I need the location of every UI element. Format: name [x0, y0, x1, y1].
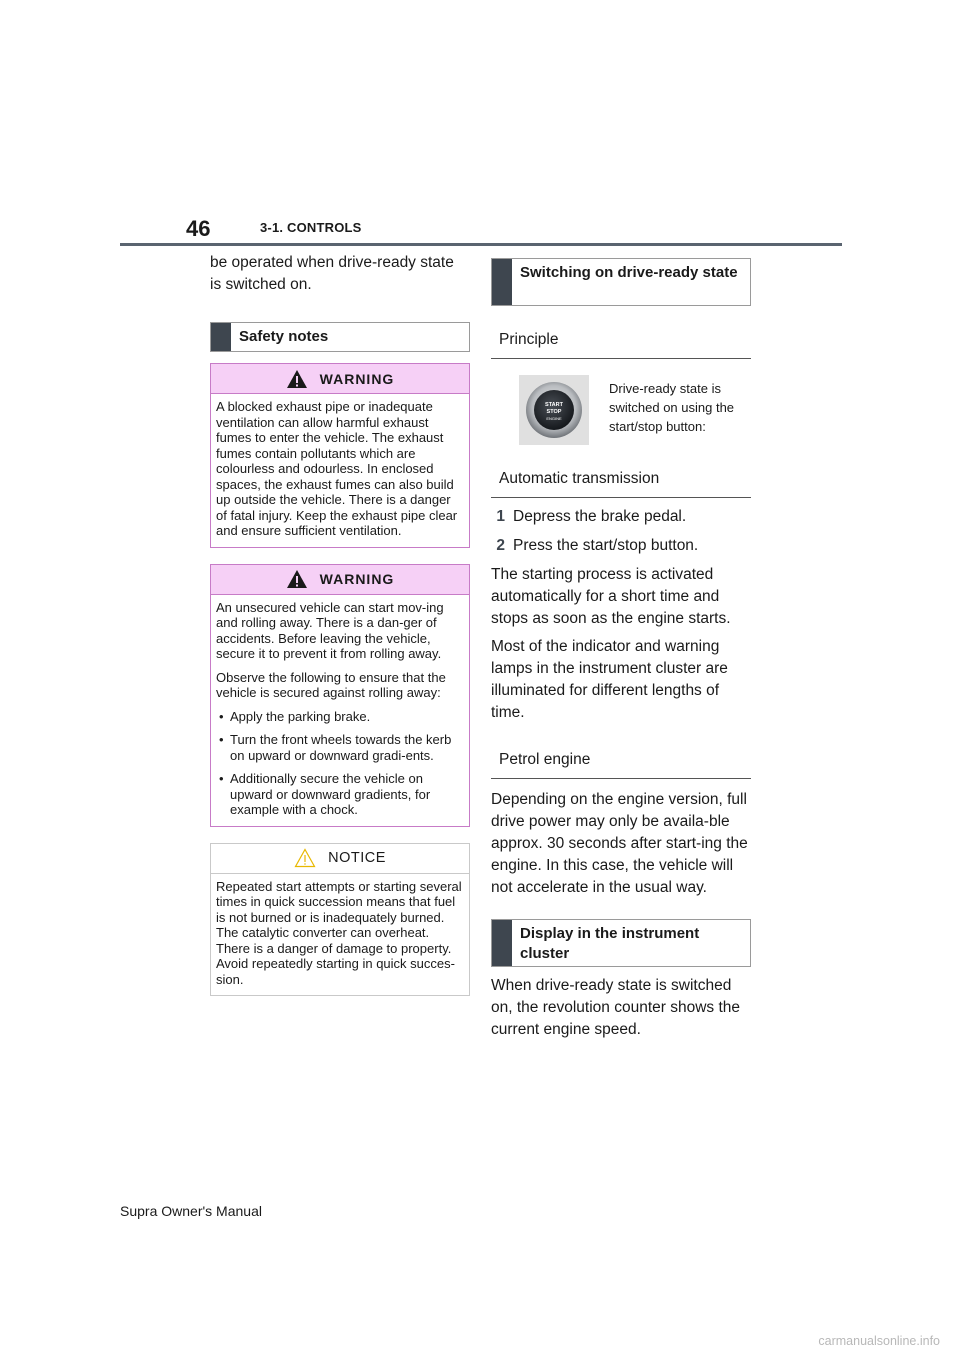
- warning-box-exhaust: [210, 363, 470, 548]
- warning-body: [211, 595, 469, 826]
- warning-triangle-icon: [286, 369, 308, 389]
- warning-bullet-list: [216, 709, 463, 818]
- notice-triangle-icon: [294, 848, 316, 868]
- footer-manual-title: Supra Owner's Manual: [120, 1203, 262, 1219]
- notice-box: [210, 843, 470, 997]
- button-label-engine: ENGINE: [546, 416, 562, 421]
- indicators-paragraph: Most of the indicator and warning lamps in the instrument cluster are illuminated for different lengths of time.: [491, 638, 728, 721]
- notice-text: Repeated start attempts or starting several times in quick succession means that fuel is not burned or is inadequately burned. The catalytic converter can overheat. There is a danger of damage to property. Avoid repeatedly starting in quick succes-sion.: [216, 878, 462, 987]
- step-text: Press the start/stop button.: [513, 537, 699, 554]
- starting-paragraph: The starting process is activated automatically for a short time and stops as soon as the engine starts.: [491, 566, 731, 627]
- instrument-cluster-heading-text: Display in the instrument cluster: [520, 925, 700, 962]
- start-stop-figure: [491, 375, 751, 445]
- warning-box-rolling: [210, 564, 470, 827]
- instrument-cluster-heading: [491, 919, 751, 967]
- warning-triangle-icon: [286, 569, 308, 589]
- warning-paragraph-1: An unsecured vehicle can start mov-ing and rolling away. There is a dan-ger of accidents. Before leaving the vehicle, secure it to prevent it from rolling away.: [216, 599, 444, 661]
- principle-heading: Principle: [491, 330, 751, 359]
- list-item: [491, 535, 751, 557]
- page-number: 46: [186, 216, 211, 241]
- warning-text: A blocked exhaust pipe or inadequate ventilation can allow harmful exhaust fumes to enter the vehicle. The exhaust fumes contain pollutants which are colourless and odourless. In enclosed spaces, the exhaust fumes can also build up outside the vehicle. There is a danger of fatal injury. Keep the exhaust pipe clear and ensure sufficient ventilation.: [216, 399, 458, 538]
- warning-paragraph-2: Observe the following to ensure that the vehicle is secured against rolling away:: [216, 669, 446, 700]
- drive-ready-heading-text: Switching on drive-ready state: [520, 264, 738, 281]
- header-divider: [120, 243, 842, 246]
- step-number: 1: [496, 508, 505, 525]
- warning-label: WARNING: [319, 571, 395, 587]
- petrol-engine-heading: Petrol engine: [491, 750, 751, 779]
- step-number: 2: [496, 537, 505, 554]
- steps-list: [491, 506, 751, 557]
- warning-header: [211, 364, 469, 394]
- petrol-paragraph: Depending on the engine version, full drive power may only be availa-ble approx. 30 seconds after start-ing the engine. In this case, the vehicle will not accelerate in the usual way.: [491, 791, 748, 896]
- safety-notes-heading: [210, 322, 470, 352]
- list-item: • Turn the front wheels towards the kerb on upward or downward gradi-ents.: [216, 732, 463, 763]
- right-column: [491, 258, 751, 1041]
- warning-label: WARNING: [319, 370, 395, 387]
- display-paragraph: When drive-ready state is switched on, the revolution counter shows the current engine speed.: [491, 977, 741, 1038]
- list-item: • Additionally secure the vehicle on upward or downward gradients, for example with a chock.: [216, 771, 463, 818]
- safety-notes-heading-text: Safety notes: [239, 328, 329, 345]
- start-stop-button-icon: [519, 375, 589, 445]
- warning-body: [211, 394, 469, 547]
- button-label-start: START: [545, 402, 563, 408]
- watermark: carmanualsonline.info: [818, 1334, 940, 1348]
- notice-header: [211, 844, 469, 874]
- start-stop-button-image: [519, 375, 589, 445]
- drive-ready-heading: [491, 258, 751, 306]
- intro-paragraph: be operated when drive-ready state is switched on.: [210, 254, 454, 293]
- button-label-stop: STOP: [546, 409, 562, 415]
- step-text: Depress the brake pedal.: [513, 508, 687, 525]
- left-column: [210, 252, 470, 996]
- figure-caption: Drive-ready state is switched on using the start/stop button:: [609, 381, 735, 434]
- warning-header: [211, 565, 469, 595]
- notice-label: NOTICE: [328, 850, 386, 866]
- automatic-transmission-heading: Automatic transmission: [491, 469, 751, 498]
- notice-body: [211, 874, 469, 996]
- section-title: 3-1. CONTROLS: [260, 220, 362, 235]
- list-item: • Apply the parking brake.: [216, 709, 463, 725]
- list-item: [491, 506, 751, 528]
